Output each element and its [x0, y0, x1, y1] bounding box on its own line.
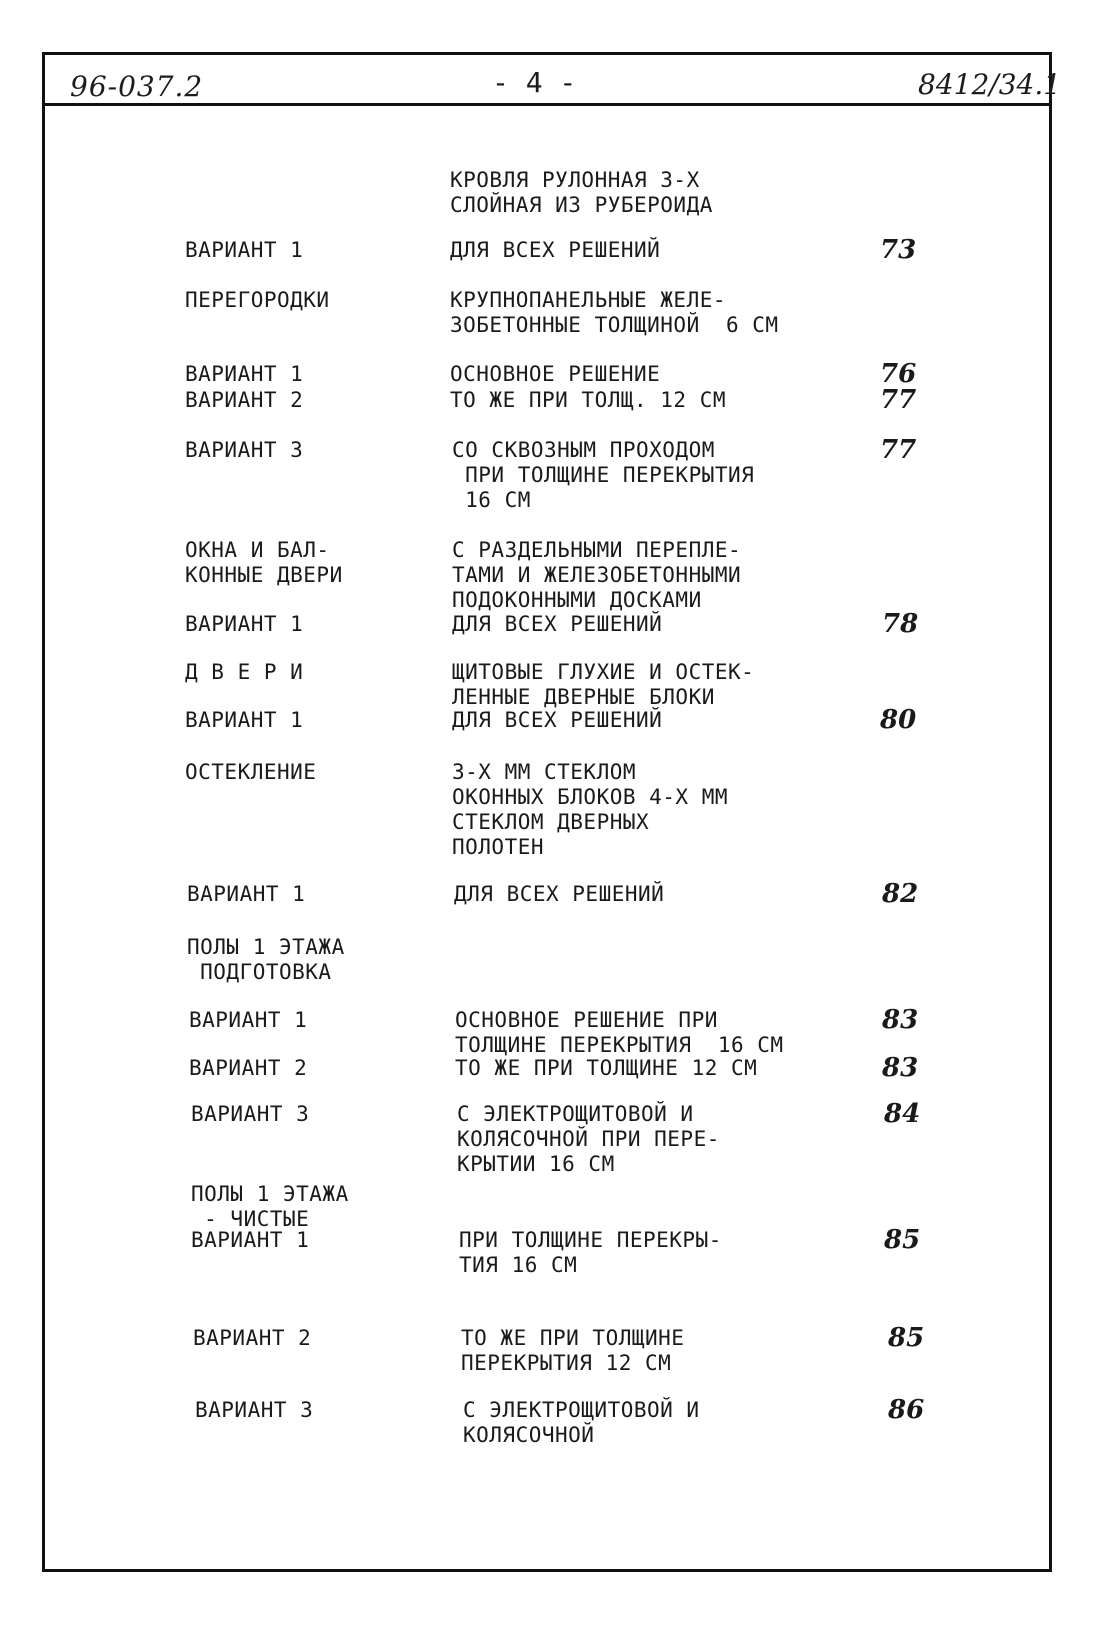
entry-label-line: ВАРИАНТ 3: [195, 1398, 314, 1422]
page-number: - 4 -: [492, 66, 577, 99]
entry-label: [185, 538, 343, 588]
entry-description-line: ЩИТОВЫЕ ГЛУХИЕ И ОСТЕК-: [452, 660, 755, 684]
document-code: 96-037.2: [70, 70, 204, 103]
entry-description-line: КРУПНОПАНЕЛЬНЫЕ ЖЕЛЕ-: [450, 288, 727, 312]
entry-label-line: ПОДГОТОВКА: [187, 960, 332, 984]
entry-page-number: 85: [884, 1225, 921, 1255]
entry-description: [454, 882, 664, 907]
entry-description-line: С РАЗДЕЛЬНЫМИ ПЕРЕПЛЕ-: [452, 538, 742, 562]
entry-description-line: ТАМИ И ЖЕЛЕЗОБЕТОННЫМИ: [452, 563, 742, 587]
entry-label-line: ОСТЕКЛЕНИЕ: [185, 760, 317, 784]
entry-page-number: 77: [880, 435, 917, 465]
entry-description: [450, 288, 779, 338]
archive-number: 8412/34.1: [918, 68, 1062, 101]
entry-page-number: 83: [882, 1053, 919, 1083]
entry-description-line: СЛОЙНАЯ ИЗ РУБЕРОИДА: [450, 193, 713, 217]
entry-label: [193, 1326, 311, 1351]
entry-description-line: ПРИ ТОЛЩИНЕ ПЕРЕКРЫТИЯ: [452, 463, 755, 487]
entry-label-line: ВАРИАНТ 2: [189, 1056, 308, 1080]
entry-description-line: ТОЛЩИНЕ ПЕРЕКРЫТИЯ 16 СМ: [455, 1033, 784, 1057]
entry-description-line: СО СКВОЗНЫМ ПРОХОДОМ: [452, 438, 715, 462]
entry-description-line: ЛЕННЫЕ ДВЕРНЫЕ БЛОКИ: [452, 685, 715, 709]
entry-description-line: КОЛЯСОЧНОЙ: [463, 1423, 595, 1447]
entry-description-line: ТО ЖЕ ПРИ ТОЛЩИНЕ 12 СМ: [455, 1056, 758, 1080]
entry-label-line: ВАРИАНТ 1: [187, 882, 306, 906]
entry-description: [450, 362, 660, 387]
entry-label: [187, 935, 345, 985]
entry-label: [191, 1228, 309, 1253]
entry-page-number: 85: [888, 1323, 925, 1353]
entry-label: [189, 1008, 307, 1033]
entry-label-line: ОКНА И БАЛ-: [185, 538, 330, 562]
entry-description: [452, 612, 662, 637]
entry-label-line: ВАРИАНТ 1: [189, 1008, 308, 1032]
entry-label: [185, 660, 303, 685]
entry-label-line: ВАРИАНТ 3: [185, 438, 304, 462]
entry-label: [187, 882, 305, 907]
entry-description-line: ТО ЖЕ ПРИ ТОЛЩ. 12 СМ: [450, 388, 727, 412]
entry-label: [185, 708, 303, 733]
entry-label-line: ВАРИАНТ 2: [193, 1326, 312, 1350]
entry-label-line: ПОЛЫ 1 ЭТАЖА: [191, 1182, 349, 1206]
entry-page-number: 86: [888, 1395, 925, 1425]
entry-description-line: 3-Х ММ СТЕКЛОМ: [452, 760, 637, 784]
entry-label-line: ВАРИАНТ 1: [191, 1228, 310, 1252]
entry-label: [185, 362, 303, 387]
entry-label: [185, 288, 330, 313]
entry-label-line: ВАРИАНТ 1: [185, 708, 304, 732]
entry-label: [185, 238, 303, 263]
entry-label: [195, 1398, 313, 1423]
entry-label-line: - ЧИСТЫЕ: [191, 1207, 310, 1231]
entry-description: [452, 708, 662, 733]
entry-label-line: ВАРИАНТ 1: [185, 362, 304, 386]
entry-description-line: КРОВЛЯ РУЛОННАЯ 3-Х: [450, 168, 700, 192]
entry-description: [452, 660, 754, 710]
entry-description-line: ПОЛОТЕН: [452, 835, 545, 859]
entry-description: [461, 1326, 684, 1376]
entry-page-number: 76: [880, 359, 917, 389]
entry-description-line: КОЛЯСОЧНОЙ ПРИ ПЕРЕ-: [457, 1127, 720, 1151]
entry-description-line: ПРИ ТОЛЩИНЕ ПЕРЕКРЫ-: [459, 1228, 722, 1252]
entry-label-line: КОННЫЕ ДВЕРИ: [185, 563, 343, 587]
entry-description-line: С ЭЛЕКТРОЩИТОВОЙ И: [463, 1398, 700, 1422]
entry-page-number: 80: [880, 705, 917, 735]
entry-page-number: 83: [882, 1005, 919, 1035]
entry-description: [450, 388, 726, 413]
entry-description: [463, 1398, 700, 1448]
entry-description-line: ДЛЯ ВСЕХ РЕШЕНИЙ: [452, 708, 663, 732]
entry-description-line: ОКОННЫХ БЛОКОВ 4-Х ММ: [452, 785, 729, 809]
entry-description: [450, 238, 660, 263]
entry-label: [185, 612, 303, 637]
entry-description-line: ОСНОВНОЕ РЕШЕНИЕ ПРИ: [455, 1008, 718, 1032]
entry-description-line: ДЛЯ ВСЕХ РЕШЕНИЙ: [454, 882, 665, 906]
entry-description-line: ОСНОВНОЕ РЕШЕНИЕ: [450, 362, 661, 386]
entry-description-line: ТО ЖЕ ПРИ ТОЛЩИНЕ: [461, 1326, 685, 1350]
entry-description-line: С ЭЛЕКТРОЩИТОВОЙ И: [457, 1102, 694, 1126]
entry-page-number: 82: [882, 879, 919, 909]
entry-description-line: ПОДОКОННЫМИ ДОСКАМИ: [452, 588, 702, 612]
entry-label-line: ВАРИАНТ 3: [191, 1102, 310, 1126]
entry-page-number: 78: [882, 609, 919, 639]
entry-description-line: ТИЯ 16 СМ: [459, 1253, 578, 1277]
entry-page-number: 73: [880, 235, 917, 265]
entry-description: [452, 760, 728, 860]
entry-description: [455, 1008, 784, 1058]
entry-label-line: ВАРИАНТ 1: [185, 238, 304, 262]
entry-description-line: ДЛЯ ВСЕХ РЕШЕНИЙ: [450, 238, 661, 262]
entry-description: [452, 438, 754, 513]
entry-description-line: ПЕРЕКРЫТИЯ 12 СМ: [461, 1351, 672, 1375]
entry-label-line: ПОЛЫ 1 ЭТАЖА: [187, 935, 345, 959]
entry-description-line: ЗОБЕТОННЫЕ ТОЛЩИНОЙ 6 СМ: [450, 313, 779, 337]
entry-label: [185, 388, 303, 413]
entry-description: [452, 538, 741, 613]
entry-description: [459, 1228, 722, 1278]
entry-description-line: СТЕКЛОМ ДВЕРНЫХ: [452, 810, 650, 834]
entry-description-line: КРЫТИИ 16 СМ: [457, 1152, 615, 1176]
entry-label: [191, 1182, 349, 1232]
entry-page-number: 77: [880, 385, 917, 415]
entry-description: [457, 1102, 720, 1177]
entry-label: [191, 1102, 309, 1127]
entry-description-line: 16 СМ: [452, 488, 531, 512]
entry-label-line: ПЕРЕГОРОДКИ: [185, 288, 330, 312]
entry-label-line: ВАРИАНТ 2: [185, 388, 304, 412]
entry-label: [185, 438, 303, 463]
entry-label: [189, 1056, 307, 1081]
entry-description: [455, 1056, 757, 1081]
entry-label-line: Д В Е Р И: [185, 660, 304, 684]
entry-label: [185, 760, 316, 785]
entry-label-line: ВАРИАНТ 1: [185, 612, 304, 636]
entry-description: [450, 168, 713, 218]
entry-description-line: ДЛЯ ВСЕХ РЕШЕНИЙ: [452, 612, 663, 636]
entry-page-number: 84: [884, 1099, 921, 1129]
